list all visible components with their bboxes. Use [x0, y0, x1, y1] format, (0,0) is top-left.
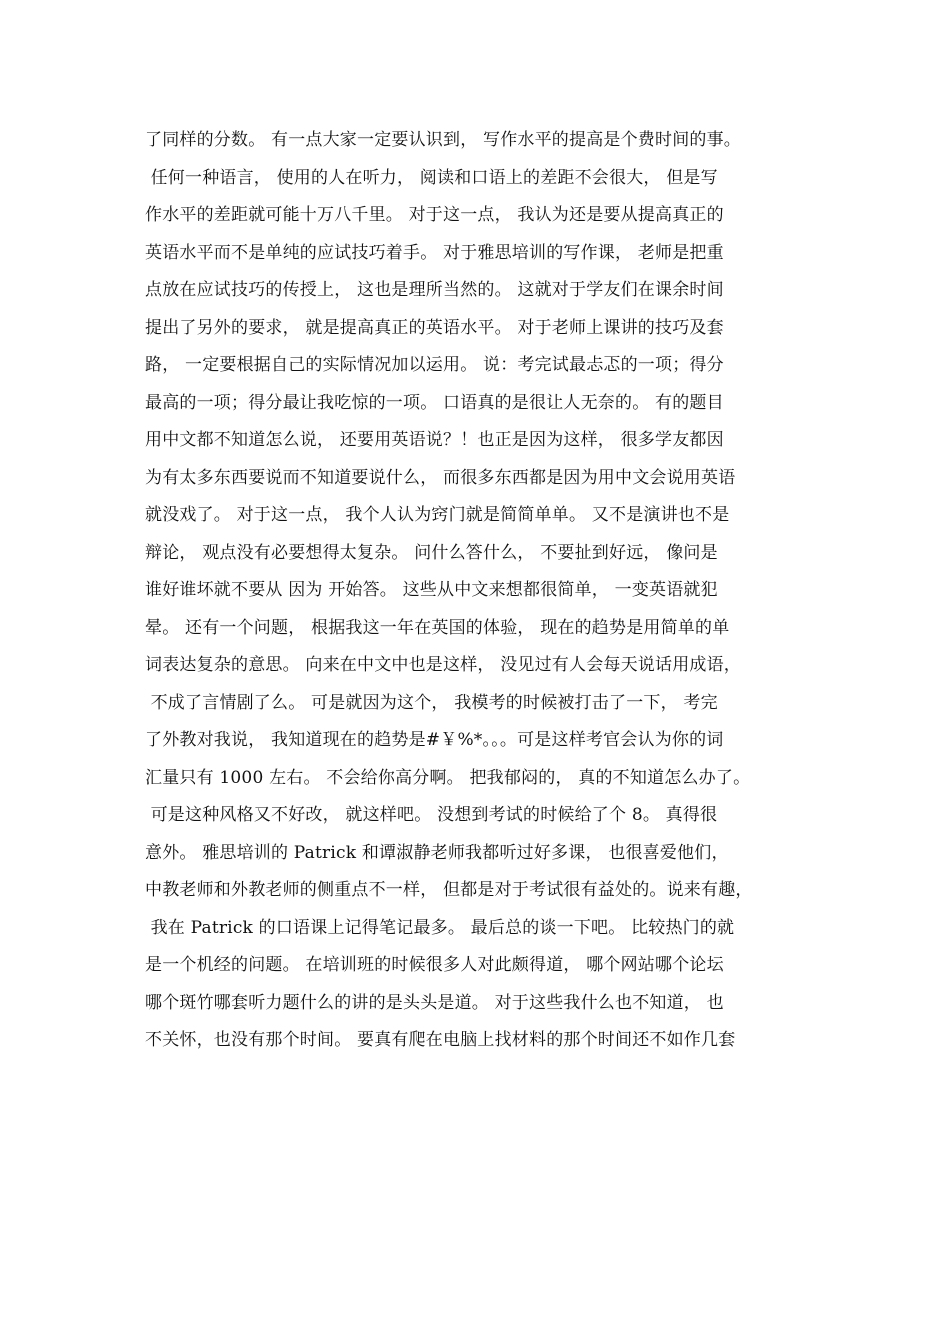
- text-line: 是一个机经的问题。 在培训班的时候很多人对此颇得道， 哪个网站哪个论坛: [145, 955, 724, 975]
- text-line: 辩论， 观点没有必要想得太复杂。 问什么答什么， 不要扯到好远， 像问是: [145, 542, 718, 563]
- text-line: 词表达复杂的意思。 向来在中文中也是这样， 没见过有人会每天说话用成语，: [145, 655, 742, 675]
- text-line: 可是这种风格又不好改， 就这样吧。 没想到考试的时候给了个 8。 真得很: [145, 805, 718, 825]
- text-line: 路， 一定要根据自己的实际情况加以运用。 说：考完试最忐忑的一项；得分: [145, 355, 724, 375]
- text-line: 点放在应试技巧的传授上， 这也是理所当然的。 这就对于学友们在课余时间: [145, 280, 724, 300]
- text-line: 任何一种语言， 使用的人在听力， 阅读和口语上的差距不会很大， 但是写: [145, 167, 718, 188]
- text-line: 不关怀，也没有那个时间。 要真有爬在电脑上找材料的那个时间还不如作几套: [145, 1030, 736, 1050]
- text-line: 提出了另外的要求， 就是提高真正的英语水平。 对于老师上课讲的技巧及套: [145, 317, 724, 338]
- text-line: 英语水平而不是单纯的应试技巧着手。 对于雅思培训的写作课， 老师是把重: [145, 242, 724, 263]
- text-line: 不成了言情剧了么。 可是就因为这个， 我模考的时候被打击了一下， 考完: [145, 692, 718, 713]
- text-line: 就没戏了。 对于这一点， 我个人认为窍门就是简简单单。 又不是演讲也不是: [145, 505, 730, 525]
- body-text: [145, 122, 825, 1060]
- text-line: 最高的一项；得分最让我吃惊的一项。 口语真的是很让人无奈的。 有的题目: [145, 392, 724, 413]
- text-line: 我在 Patrick 的口语课上记得笔记最多。 最后总的谈一下吧。 比较热门的就: [145, 917, 735, 938]
- text-line: 谁好谁坏就不要从 因为 开始答。 这些从中文来想都很简单， 一变英语就犯: [145, 580, 718, 600]
- text-line: 哪个斑竹哪套听力题什么的讲的是头头是道。 对于这些我什么也不知道， 也: [145, 992, 724, 1013]
- text-line: 了外教对我说， 我知道现在的趋势是#￥%*。。。可是这样考官会认为你的词: [145, 730, 724, 750]
- text-line: 用中文都不知道怎么说， 还要用英语说？！也正是因为这样， 很多学友都因: [145, 430, 724, 450]
- text-line: 作水平的差距就可能十万八千里。 对于这一点， 我认为还是要从提高真正的: [145, 205, 724, 225]
- text-line: 为有太多东西要说而不知道要说什么， 而很多东西都是因为用中文会说用英语: [145, 467, 736, 488]
- text-line: 汇量只有 1000 左右。 不会给你高分啊。 把我郁闷的， 真的不知道怎么办了。: [145, 767, 751, 788]
- text-line: 中教老师和外教老师的侧重点不一样， 但都是对于考试很有益处的。说来有趣，: [145, 880, 753, 900]
- text-line: 晕。 还有一个问题， 根据我这一年在英国的体验， 现在的趋势是用简单的单: [145, 617, 730, 638]
- text-line: 意外。 雅思培训的 Patrick 和谭淑静老师我都听过好多课， 也很喜爱他们，: [145, 842, 729, 863]
- text-line: 了同样的分数。 有一点大家一定要认识到， 写作水平的提高是个费时间的事。: [145, 130, 742, 150]
